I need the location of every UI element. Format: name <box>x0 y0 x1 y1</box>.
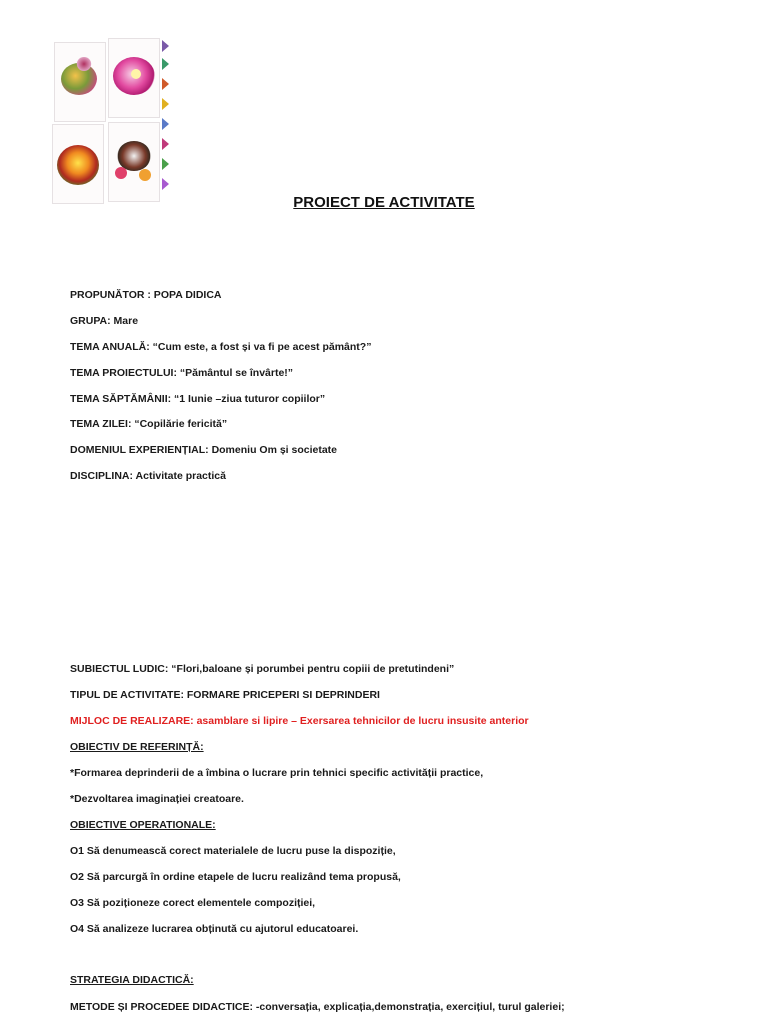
realization-means-text: asamblare si lipire – Exersarea tehnicilor de lucru insusite anterior <box>193 715 529 727</box>
craft-photo-tile <box>108 38 160 118</box>
discipline-line: DISCIPLINA: Activitate practică <box>70 470 226 482</box>
craft-photo-tile <box>54 42 106 122</box>
strategy-heading: STRATEGIA DIDACTICĂ: <box>70 974 194 986</box>
craft-collage-image <box>50 36 170 206</box>
annual-theme-line: TEMA ANUALĂ: “Cum este, a fost și va fi pe acest pământ?” <box>70 341 372 353</box>
week-theme-line: TEMA SĂPTĂMÂNII: “1 Iunie –ziua tuturor copiilor” <box>70 393 326 405</box>
operational-objective-item: O1 Să denumească corect materialele de lucru puse la dispoziție, <box>70 845 396 857</box>
reference-objective-item: *Dezvoltarea imaginației creatoare. <box>70 793 244 805</box>
ludic-subject-line: SUBIECTUL LUDIC: “Flori,baloane și porumbei pentru copiii de pretutindeni” <box>70 663 455 675</box>
realization-means-line <box>70 715 529 727</box>
operational-objective-item: O2 Să parcurgă în ordine etapele de lucru realizând tema propusă, <box>70 871 401 883</box>
decorative-triangles-strip <box>160 36 170 206</box>
reference-objective-heading: OBIECTIV DE REFERINȚĂ: <box>70 741 204 753</box>
operational-objective-item: O4 Să analizeze lucrarea obținută cu ajutorul educatoarei. <box>70 923 359 935</box>
experiential-domain-line: DOMENIUL EXPERIENȚIAL: Domeniu Om și societate <box>70 444 338 456</box>
realization-means-label: MIJLOC DE REALIZARE: <box>70 715 194 727</box>
operational-objective-item: O3 Să poziționeze corect elementele compoziției, <box>70 897 316 909</box>
group-line: GRUPA: Mare <box>70 315 139 327</box>
operational-objectives-heading: OBIECTIVE OPERATIONALE: <box>70 819 216 831</box>
craft-photo-tile <box>108 122 160 202</box>
activity-type-line: TIPUL DE ACTIVITATE: FORMARE PRICEPERI SI DEPRINDERI <box>70 689 380 701</box>
day-theme-line: TEMA ZILEI: “Copilărie fericită” <box>70 418 228 430</box>
page-title: PROIECT DE ACTIVITATE <box>293 194 475 211</box>
author-line: PROPUNĂTOR : POPA DIDICA <box>70 289 222 301</box>
reference-objective-item: *Formarea deprinderii de a îmbina o lucrare prin tehnici specific activității practice, <box>70 767 484 779</box>
craft-photo-tile <box>52 124 104 204</box>
project-theme-line: TEMA PROIECTULUI: “Pământul se învârte!” <box>70 367 294 379</box>
methods-line: METODE ȘI PROCEDEE DIDACTICE: -conversația, explicația,demonstrația, exercițiul, turul galeriei; <box>70 1001 565 1013</box>
